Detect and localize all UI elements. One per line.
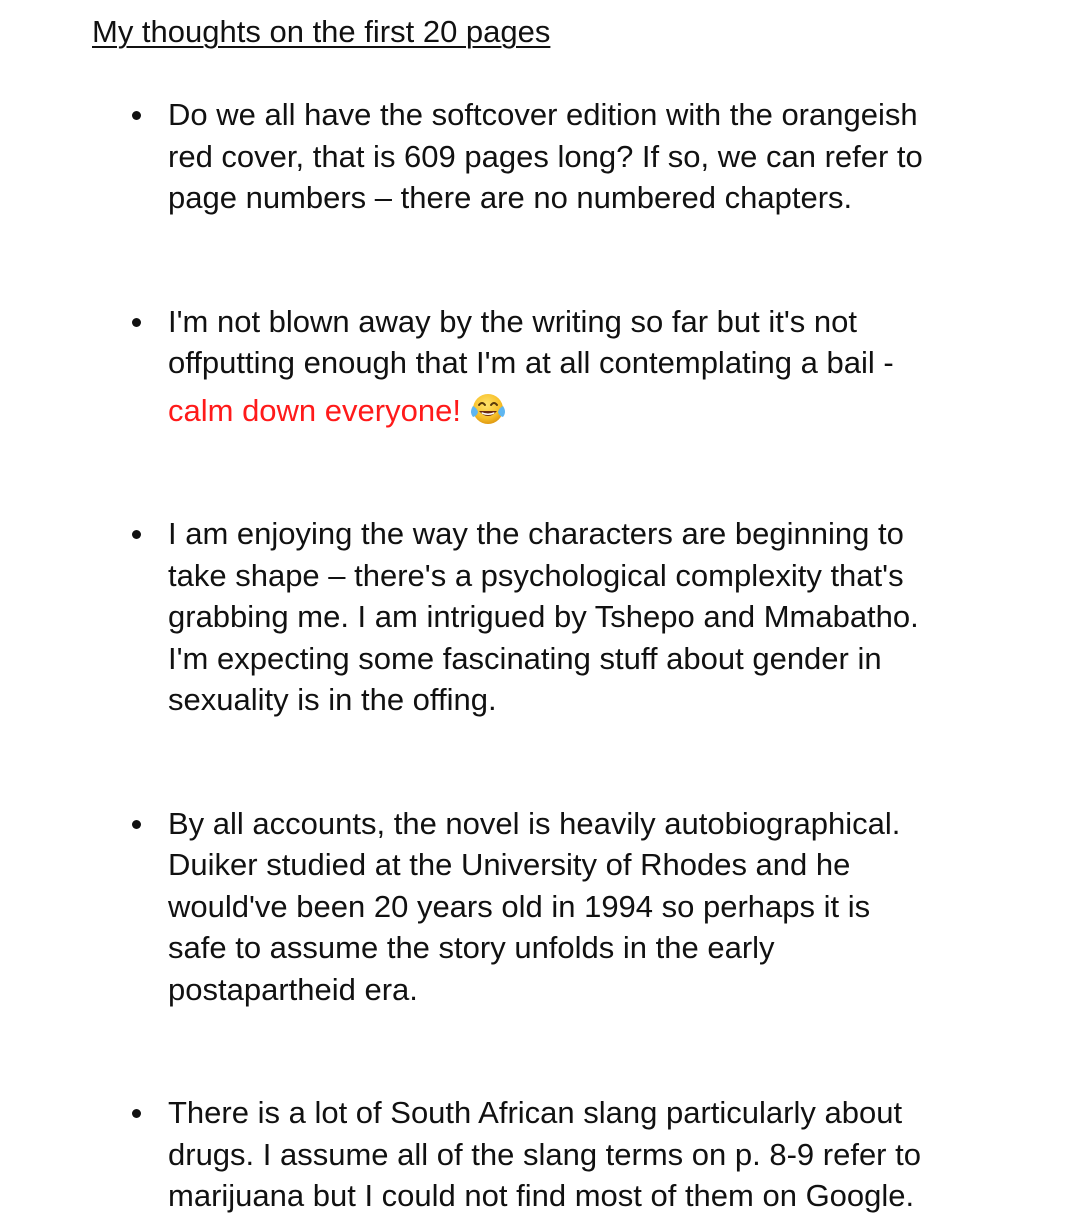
- bullet-icon: [132, 1109, 141, 1118]
- bullet-icon: [132, 820, 141, 829]
- text-line: Duiker studied at the University of Rhodes and he: [168, 847, 851, 882]
- list-item: [168, 803, 1048, 1011]
- bullet-icon: [132, 530, 141, 539]
- text-line: safe to assume the story unfolds in the early: [168, 930, 775, 965]
- text-line: There is a lot of South African slang particularly about: [168, 1095, 903, 1130]
- document-title: My thoughts on the first 20 pages: [92, 14, 551, 49]
- text-line: offputting enough that I'm at all contemplating a bail -: [168, 345, 894, 380]
- list-item: [168, 1092, 1048, 1217]
- text-line: drugs. I assume all of the slang terms on p. 8-9 refer to: [168, 1136, 921, 1172]
- text-line: Do we all have the softcover edition with the orangeish: [168, 97, 918, 132]
- bullet-icon: [132, 111, 141, 120]
- text-line: take shape – there's a psychological complexity that's: [168, 557, 904, 593]
- text-line: grabbing me. I am intrigued by Tshepo and Mmabatho.: [168, 599, 919, 634]
- text-line: red cover, that is 609 pages long? If so, we can refer to: [168, 138, 923, 174]
- text-line: I'm expecting some fascinating stuff about gender in: [168, 640, 882, 676]
- text-line: I am enjoying the way the characters are beginning to: [168, 516, 904, 551]
- list-item: [168, 513, 1048, 721]
- notes-list: [168, 94, 1048, 1217]
- text-line: page numbers – there are no numbered chapters.: [168, 180, 853, 215]
- bullet-icon: [132, 318, 141, 327]
- list-item: [168, 94, 1048, 219]
- highlight-line: [168, 390, 1048, 432]
- text-line: I'm not blown away by the writing so far but it's not: [168, 303, 857, 339]
- tears-of-joy-emoji-icon: [469, 390, 507, 428]
- text-line: By all accounts, the novel is heavily autobiographical.: [168, 805, 901, 841]
- text-line: sexuality is in the offing.: [168, 682, 497, 717]
- list-item: [168, 301, 1048, 432]
- text-line: postapartheid era.: [168, 971, 418, 1007]
- highlighted-text: calm down everyone!: [168, 392, 461, 428]
- text-line: would've been 20 years old in 1994 so perhaps it is: [168, 888, 871, 924]
- text-line: marijuana but I could not find most of them on Google.: [168, 1178, 915, 1213]
